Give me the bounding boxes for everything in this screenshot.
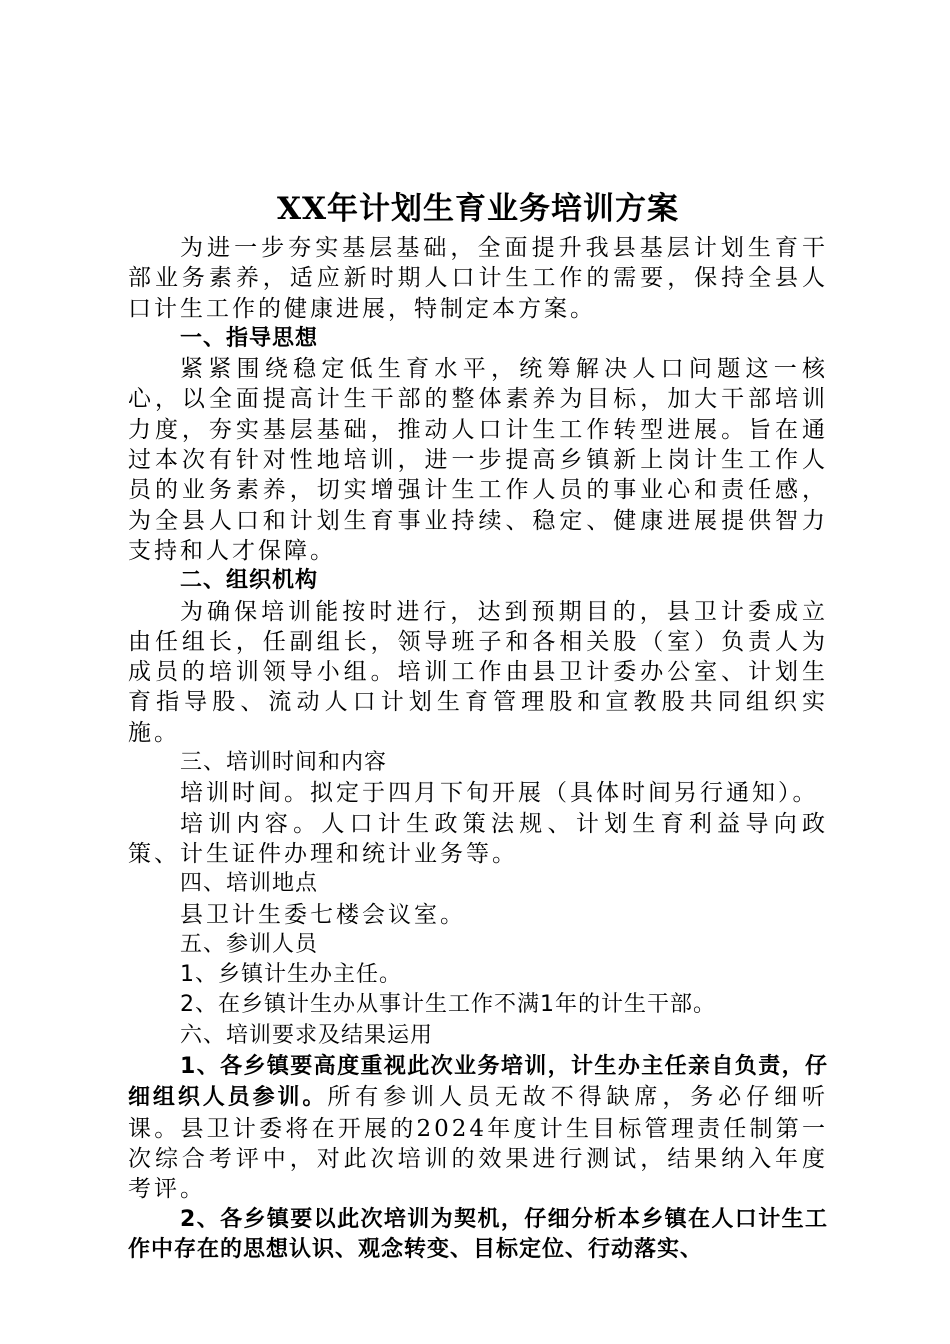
section-heading-requirements: 六、培训要求及结果运用: [180, 1022, 434, 1048]
section-text-location: 县卫计生委七楼会议室。: [180, 901, 466, 928]
document-body: [128, 233, 828, 1265]
intro-paragraph: 为进一步夯实基层基础，全面提升我县基层计划生育干部业务素养，适应新时期人口计生工作的需要，保持全县人口计生工作的健康进展，特制定本方案。: [128, 235, 828, 322]
requirements-item-1-bold: 1、各乡镇要高度重视此次业务培训，计生办主任亲自负责，仔细组织人员参训。: [128, 1054, 828, 1111]
section-heading-guiding-thought: 一、指导思想: [180, 325, 319, 351]
requirements-item-1: [128, 1051, 828, 1204]
participants-item-2: 2、在乡镇计生办从事计生工作不满1年的计生干部。: [180, 992, 716, 1018]
section-heading-time-content: 三、培训时间和内容: [180, 750, 388, 776]
document-title: XX年计划生育业务培训方案: [276, 191, 680, 227]
requirements-item-2: 2、各乡镇要以此次培训为契机，仔细分析本乡镇在人口计生工作中存在的思想认识、观念转变、目标定位、行动落实、: [128, 1206, 828, 1262]
section-heading-organization: 二、组织机构: [180, 568, 319, 594]
section-heading-location: 四、培训地点: [180, 871, 319, 897]
participants-item-1: 1、乡镇计生办主任。: [180, 962, 402, 988]
requirements-item-1-rest: 所有参训人员无故不得缺席，务必仔细听课。县卫计委将在开展的2024年度计生目标管理责任制第一次综合考评中，对此次培训的效果进行测试，结果纳入年度考评。: [128, 1084, 828, 1203]
section-text-organization: 为确保培训能按时进行，达到预期目的，县卫计委成立由任组长，任副组长，领导班子和各相关股（室）负责人为成员的培训领导小组。培训工作由县卫计委办公室、计划生育指导股、流动人口计划生育管理股和宣教股共同组织实施。: [128, 598, 828, 746]
section-text-training-content: 培训内容。人口计生政策法规、计划生育利益导向政策、计生证件办理和统计业务等。: [128, 810, 828, 867]
section-text-training-time: 培训时间。拟定于四月下旬开展（具体时间另行通知）。: [180, 780, 819, 807]
section-text-guiding-thought: 紧紧围绕稳定低生育水平，统筹解决人口问题这一核心，以全面提高计生干部的整体素养为目标，加大干部培训力度，夯实基层基础，推动人口计生工作转型进展。旨在通过本次有针对性地培训，进一步提高乡镇新上岗计生工作人员的业务素养，切实增强计生工作人员的事业心和责任感，为全县人口和计划生育事业持续、稳定、健康进展提供智力支持和人才保障。: [128, 356, 828, 564]
section-heading-participants: 五、参训人员: [180, 931, 319, 957]
